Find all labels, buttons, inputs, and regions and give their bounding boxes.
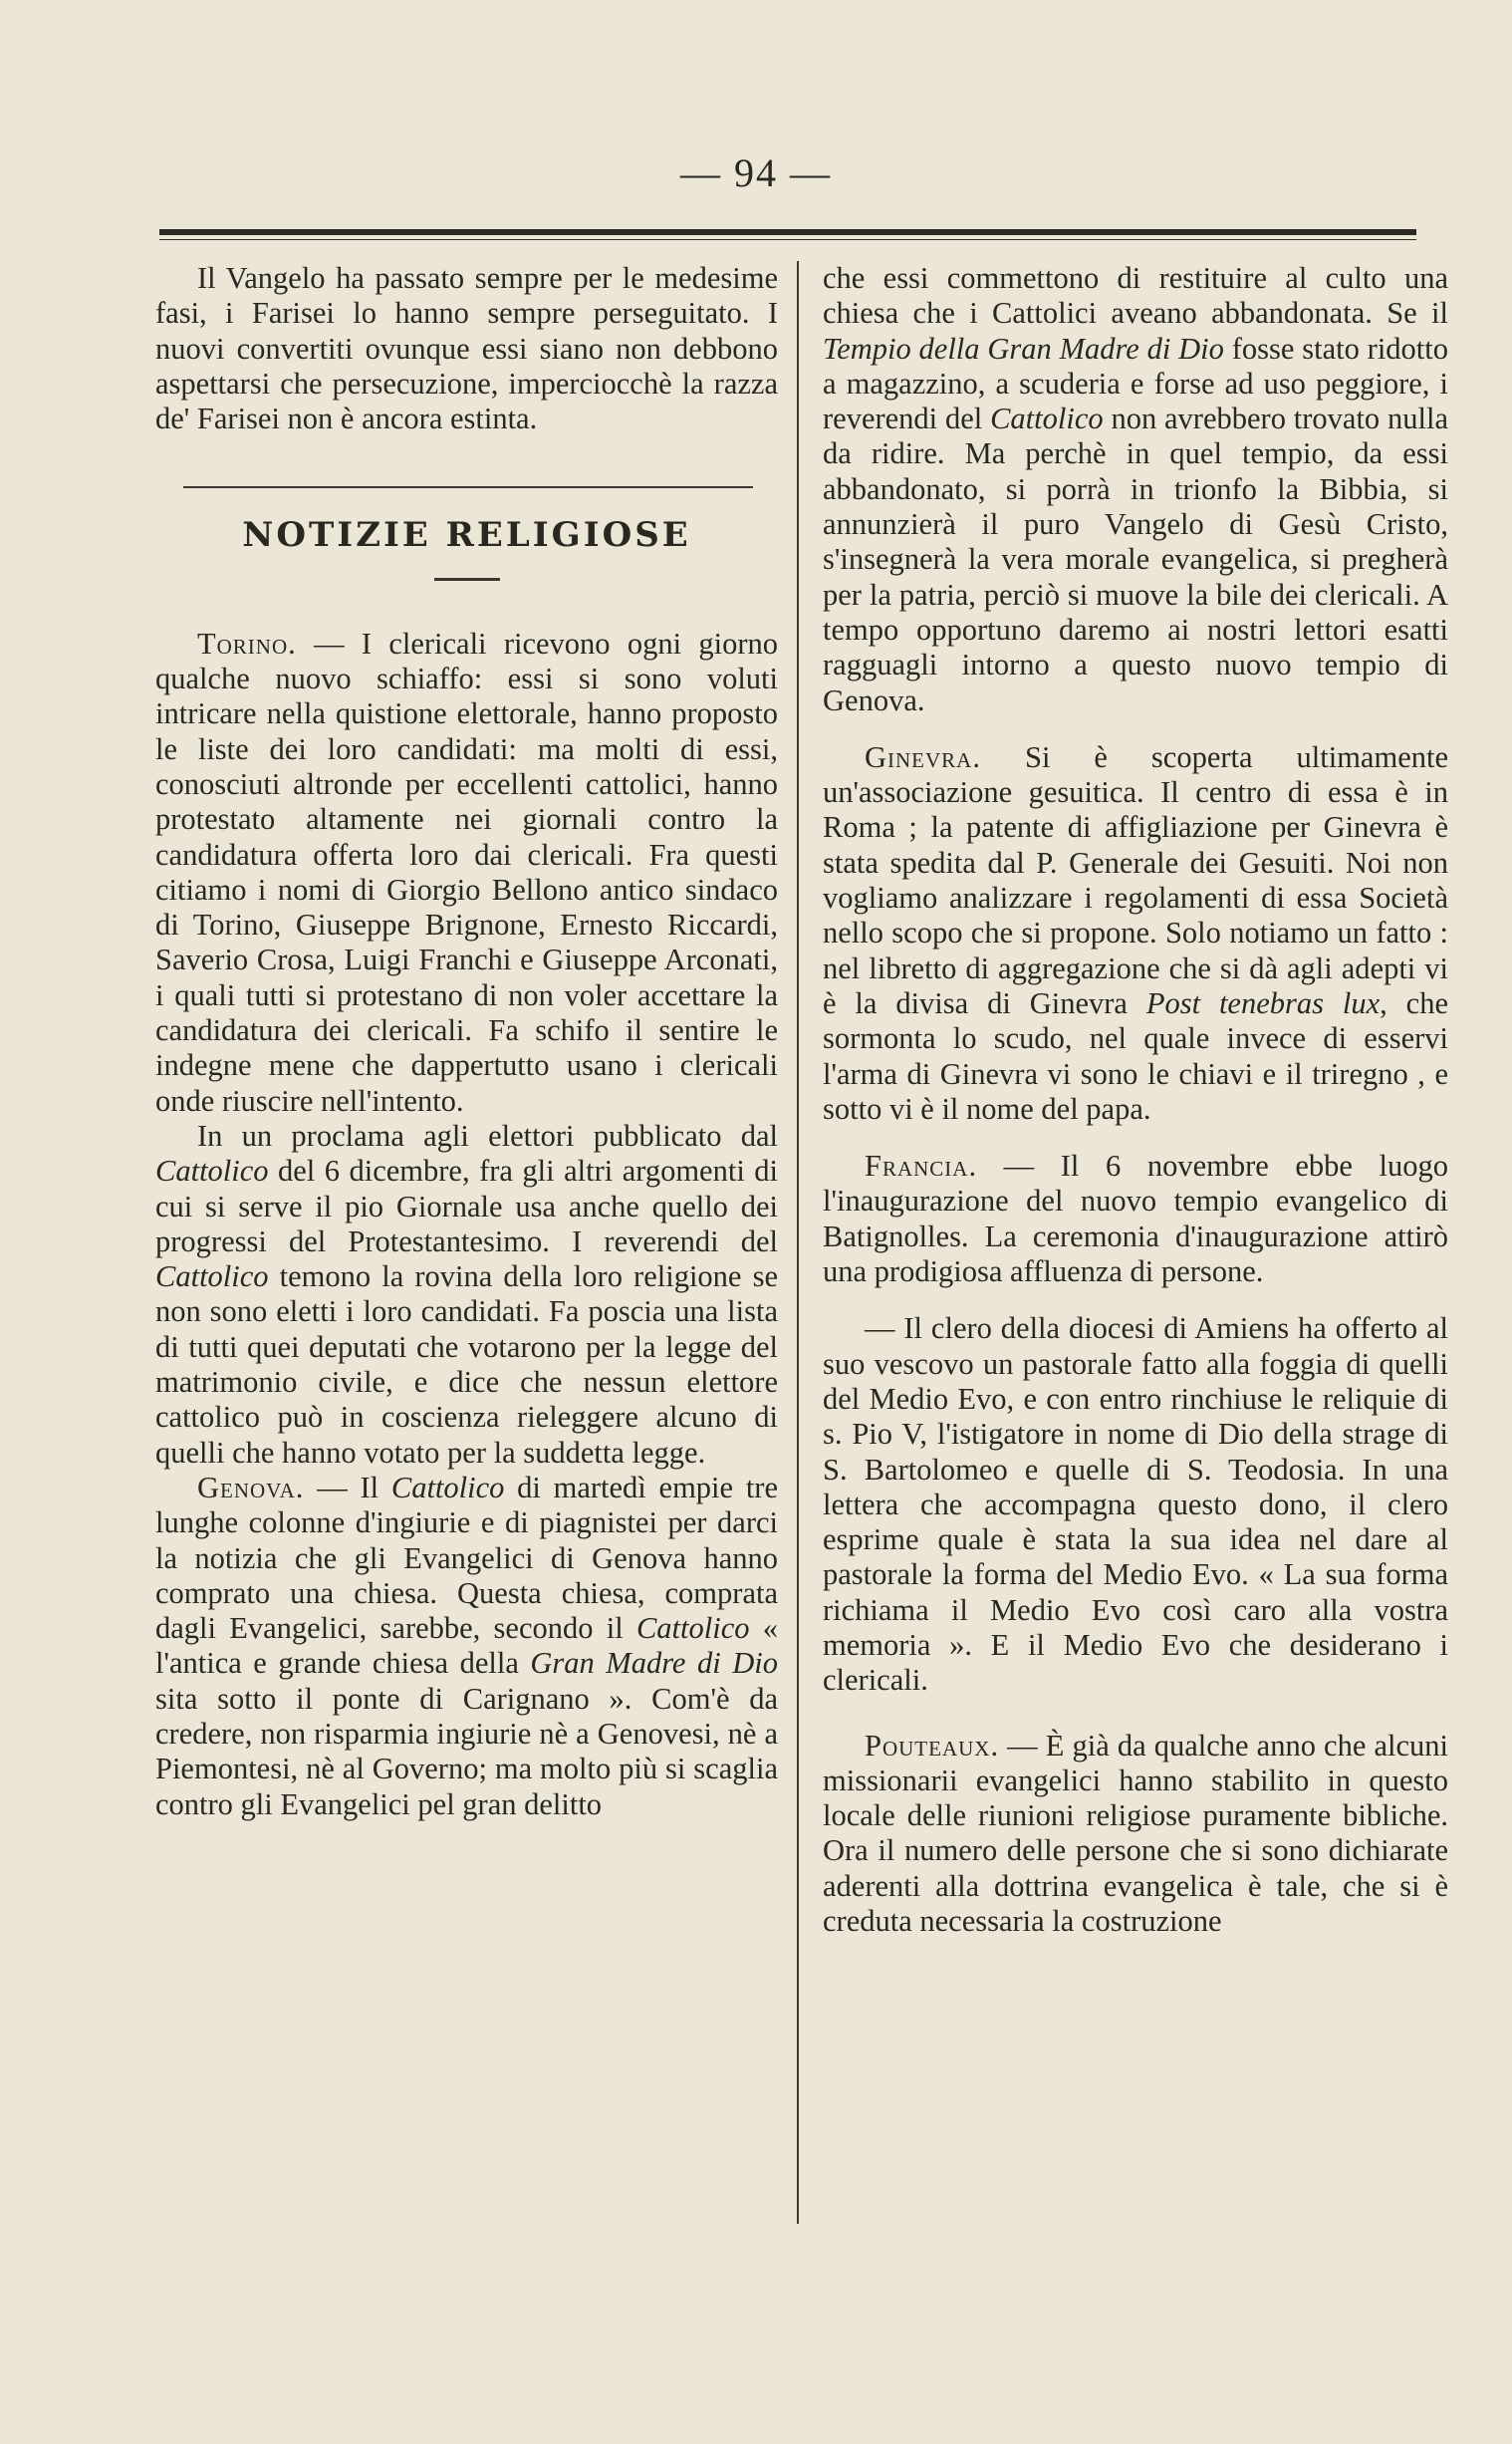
proclama-cattolico-1: Cattolico — [155, 1154, 269, 1189]
genova-text-2: di martedì empie tre lunghe colonne d'ingiurie e di piagnistei per darci la notizia che gli Evangelici di Genova hanno comprato una chiesa. Questa chiesa, comprata dagli Evangelici, sarebbe, secondo il — [155, 1470, 778, 1646]
intro-paragraph: Il Vangelo ha passato sempre per le medesime fasi, i Farisei lo hanno sempre perseguitato. I nuovi convertiti ovunque essi siano non debbono aspettarsi che persecuzione, imperciocchè la razza de' Farisei non è ancora estinta. — [155, 261, 778, 436]
francia-paragraph — [823, 1149, 1448, 1289]
genova-gran-madre: Gran Madre di Dio — [530, 1646, 778, 1681]
francia-lead: Francia. — [865, 1149, 978, 1184]
francia-text: — Il 6 novembre ebbe luogo l'inaugurazione del nuovo tempio evangelico di Batignolles. La ceremonia d'inaugurazione attirò una prodigiosa affluenza di persone. — [823, 1149, 1448, 1289]
section-heading: NOTIZIE RELIGIOSE — [242, 515, 691, 556]
top-rule-thin — [159, 239, 1416, 240]
section-rule — [183, 486, 753, 488]
cont-tempio: Tempio della Gran Madre di Dio — [823, 331, 1224, 366]
torino-lead: Torino. — [197, 626, 297, 661]
cont-text-3: non avrebbero trovato nulla da ridire. Ma perchè in quel tempio, da essi abbandonato, si porrà in trionfo la Bibbia, si annunzierà il puro Vangelo di Gesù Cristo, s'insegnerà la vera morale evangelica, si pregherà per la patria, perciò si muove la bile dei clericali. A tempo opportuno daremo ai nostri lettori esatti ragguagli intorno a questo nuovo tempio di Genova. — [823, 402, 1448, 717]
ginevra-lead: Ginevra. — [865, 739, 981, 774]
ginevra-motto: Post tenebras lux — [1145, 985, 1381, 1020]
genova-lead: Genova. — [197, 1470, 305, 1504]
genova-text-3: « l'antica e grande chiesa della — [155, 1611, 779, 1681]
genova-paragraph — [155, 1471, 778, 1822]
heading-rule — [434, 578, 500, 581]
right-column — [823, 261, 1448, 1939]
ginevra-text-1: Si è scoperta ultimamente un'associazione gesuitica. Il centro di essa è in Roma ; la patente di affigliazione per Ginevra è stata spedita dal P. Generale dei Gesuiti. Noi non vogliamo analizzare i regolamenti di essa Società nello scopo che si propone. Solo notiamo un fatto : nel libretto di aggregazione che si dà agli adepti vi è la divisa di Ginevra — [823, 739, 1448, 1020]
amiens-paragraph: — Il clero della diocesi di Amiens ha offerto al suo vescovo un pastorale fatto alla foggia di quelli del Medio Evo, e con entro rinchiuse le reliquie di s. Pio V, l'istigatore in nome di Dio della strage di S. Bartolomeo e quelle di S. Teodosia. In una lettera che accompagna questo dono, il clero esprime quale è stata la sua idea nel dare al pastorale la forma del Medio Evo. « La sua forma richiama il Medio Evo così caro alla vostra memoria ». E il Medio Evo che desiderano i clericali. — [823, 1311, 1448, 1698]
genova-cattolico-1: Cattolico — [390, 1470, 505, 1504]
page-number: — 94 — — [680, 150, 832, 195]
ginevra-text-2: , che sormonta lo scudo, nel quale invece di esservi l'arma di Ginevra vi sono le chiavi e il triregno , e sotto vi è il nome del papa. — [823, 985, 1449, 1126]
proclama-paragraph — [155, 1119, 778, 1471]
column-divider — [797, 261, 799, 2224]
torino-paragraph — [155, 627, 778, 1119]
genova-text-4: sita sotto il ponte di Carignano ». Com'è da credere, non risparmia ingiurie nè a Genovesi, nè a Piemontesi, nè al Governo; ma molto più si scaglia contro gli Evangelici pel gran delitto — [155, 1681, 778, 1821]
cont-text-2: fosse stato ridotto a magazzino, a scuderia e forse ad uso peggiore, i reverendi del — [823, 331, 1448, 436]
proclama-text-1: In un proclama agli elettori pubblicato dal — [197, 1118, 778, 1153]
genova-cattolico-2: Cattolico — [635, 1611, 750, 1646]
pouteaux-paragraph — [823, 1729, 1448, 1940]
proclama-text-3: temono la rovina della loro religione se non sono eletti i loro candidati. Fa poscia una lista di tutti quei deputati che votarono per la legge del matrimonio civile, e dice che nessun elettore cattolico può in coscienza rieleggere alcuno di quelli che hanno votato per la suddetta legge. — [155, 1259, 778, 1470]
pouteaux-text: — È già da qualche anno che alcuni missionarii evangelici hanno stabilito in questo locale delle riunioni religiose puramente bibliche. Ora il numero delle persone che si sono dichiarate aderenti alla dottrina evangelica è tale, che si è creduta necessaria la costruzione — [823, 1728, 1448, 1939]
torino-text: — I clericali ricevono ogni giorno qualche nuovo schiaffo: essi si sono voluti intricare nella quistione elettorale, hanno proposto le liste dei loro candidati: ma molti di essi, conosciuti altronde per eccellenti cattolici, hanno protestato altamente nei giornali contro la candidatura offerta loro dai clericali. Fra questi citiamo i nomi di Giorgio Bellono antico sindaco di Torino, Giuseppe Brignone, Ernesto Riccardi, Saverio Crosa, Luigi Franchi e Giuseppe Arconati, i quali tutti si protestano di non voler accettare la candidatura dei clericali. Fa schifo il sentire le indegne mene che dappertutto usano i clericali onde riuscire nell'intento. — [155, 626, 778, 1118]
proclama-cattolico-2: Cattolico — [155, 1259, 269, 1294]
continuation-paragraph — [823, 261, 1448, 718]
cont-text-1: che essi commettono di restituire al culto una chiesa che i Cattolici aveano abbandonata. Se il — [823, 261, 1448, 331]
pouteaux-lead: Pouteaux. — [865, 1728, 1000, 1763]
ginevra-paragraph — [823, 740, 1448, 1127]
genova-text-1: — Il — [304, 1470, 391, 1504]
top-rule — [159, 229, 1416, 235]
left-column — [155, 261, 778, 1822]
cont-cattolico: Cattolico — [990, 402, 1104, 436]
proclama-text-2: del 6 dicembre, fra gli altri argomenti di cui si serve il pio Giornale usa anche quello dei progressi del Protestantesimo. I reverendi del — [155, 1154, 778, 1258]
